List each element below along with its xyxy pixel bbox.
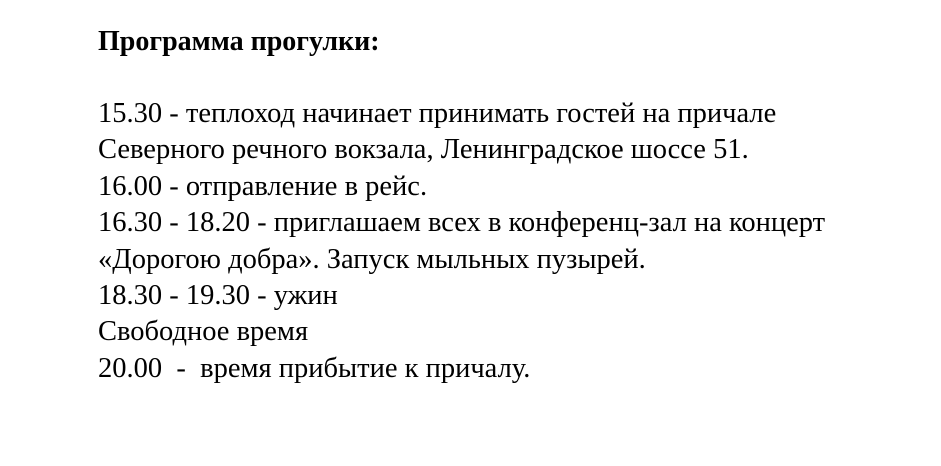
program-line-2: Северного речного вокзала, Ленинградское шоссе 51. xyxy=(98,134,749,166)
program-line-6: 18.30 - 19.30 - ужин xyxy=(98,280,338,312)
program-line-4: 16.30 - 18.20 - приглашаем всех в конференц-зал на концерт xyxy=(98,207,826,239)
document-title: Программа прогулки: xyxy=(98,26,380,57)
program-line-8: 20.00 - время прибытие к причалу. xyxy=(98,352,531,384)
program-lines xyxy=(98,96,928,387)
program-line-5: «Дорогою добра». Запуск мыльных пузырей. xyxy=(98,243,646,275)
program-document xyxy=(98,24,928,387)
program-line-1: 15.30 - теплоход начинает принимать гостей на причале xyxy=(98,98,777,129)
program-line-7: Свободное время xyxy=(98,316,309,348)
program-line-3: 16.00 - отправление в рейс. xyxy=(98,170,428,202)
